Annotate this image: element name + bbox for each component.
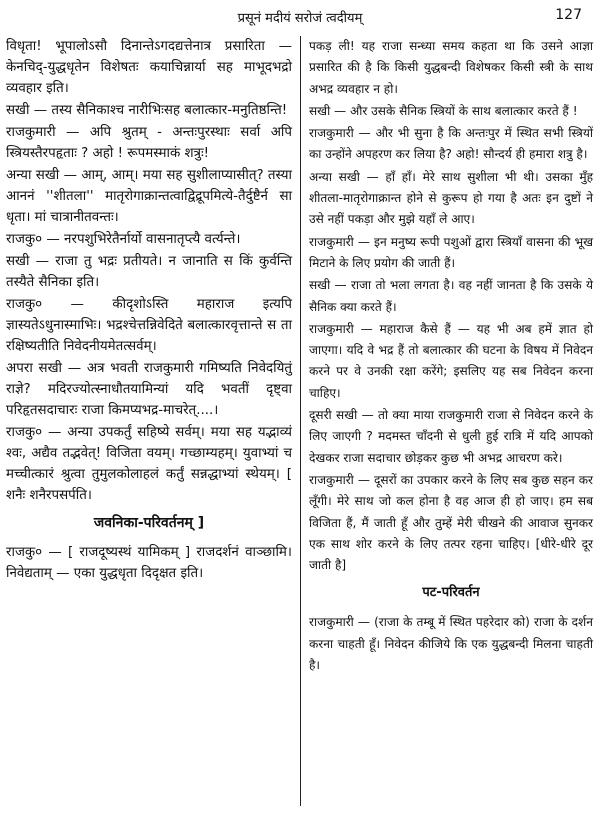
scene-heading: पट-परिवर्तन [422, 585, 480, 601]
hindi-paragraph: सखी — और उसके सैनिक स्त्रियों के साथ बलात्कार करते हैं ! [309, 103, 578, 118]
running-title: प्रसूनं मदीयं सरोजं त्वदीयम् [237, 11, 363, 26]
sanskrit-paragraph: अपरा सखी — अत्र भवती राजकुमारी गमिष्यति निवेदयितुं राज्ञे? मदिरज्योत्स्नाधौतयामिन्यां यदि भवतीं दृष्ट्वा परिहृतसदाचारः राजा किमप्यभद्र-माचरेत्....। [6, 361, 292, 418]
sanskrit-paragraph: सखी — राजा तु भद्रः प्रतीयते। न जानाति स किं कुर्वन्ति तस्यैते सैनिका इति। [6, 254, 292, 290]
sanskrit-paragraph: राजकु० — [ राजदूष्यस्थं यामिकम् ] राजदर्शनं वाञ्छामि। निवेद्यताम् — एका युद्धधृता दिदृक्षत इति। [6, 545, 292, 581]
hindi-paragraph: राजकुमारी — दूसरों का उपकार करने के लिए सब कुछ सहन कर लूँगी। मेरे साथ जो कल होना है वह आज ही हो जाए। हम सब विजिता हैं, मैं जाती हूँ और तुम्हें मेरी चीखने की आवाज सुनकर एक साथ शोर करने के लिए तत्पर रहना चाहिए। [धीरे-धीरे दूर जाती है] [309, 472, 593, 573]
sanskrit-paragraph: सखी — तस्य सैनिकाश्च नारीभिःसह बलात्कार-मनुतिष्ठन्ति! [6, 103, 288, 118]
sanskrit-paragraph: राजकु० — नरपशुभिरेतैर्नार्यो वासनातृप्त्यै वर्त्यन्ते। [6, 232, 241, 247]
hindi-paragraph: सखी — राजा तो भला लगता है। वह नहीं जानता है कि उसके ये सैनिक क्या करते हैं। [309, 278, 593, 314]
hindi-paragraph: पकड़ ली! यह राजा सन्ध्या समय कहता था कि उसने आज्ञा प्रसारित की है कि किसी युद्धबन्दी विशेषकर किसी स्त्री के साथ अभद्र व्यवहार न हो। [309, 39, 593, 96]
hindi-paragraph: राजकुमारी — और भी सुना है कि अन्तःपुर में स्थित सभी स्त्रियों का उन्होंने अपहरण कर लिया है? अहो! सौन्दर्य ही हमारा शत्रु है। [309, 126, 593, 162]
page-header [0, 4, 600, 30]
hindi-paragraph: अन्या सखी — हाँ हाँ। मेरे साथ सुशीला भी थी। उसका मुँह शीतला-मातृरोगाक्रान्त होने से कुरूप हो गया है अतः इन दुष्टों ने उसे नहीं पकड़ा और मुझे यहाँ ले आए। [309, 169, 593, 227]
scene-heading: जवनिका-परिवर्तनम् ] [93, 515, 205, 531]
hindi-paragraph: दूसरी सखी — तो क्या माया राजकुमारी राजा से निवेदन करने के लिए जाएगी ? मदमस्त चाँदनी से धुली हुई रात्रि में यदि आपको देखकर राजा सदाचार छोड़कर कुछ भी अभद्र आचरण करे। [309, 408, 593, 465]
sanskrit-paragraph: राजकु० — कीदृशोऽस्ति महाराज इत्यपि ज्ञास्यतेऽधुनास्माभिः। भद्रश्चेत्तन्निवेदिते बलात्कारवृत्तान्ते स ता रक्षिष्यतीति निवेदनीयमेतत्सर्वम्। [6, 297, 292, 354]
hindi-column [309, 36, 593, 677]
page-number: 127 [555, 7, 582, 23]
sanskrit-paragraph: राजकुमारी — अपि श्रुतम् - अन्तःपुरस्थाः सर्वा अपि स्त्रियस्तैरपहृताः ? अहो ! रूपमस्माकं शत्रुः! [6, 125, 292, 161]
column-divider [300, 36, 301, 806]
hindi-paragraph: राजकुमारी — (राजा के तम्बू में स्थित पहरेदार को) राजा के दर्शन करना चाहती हूँ। निवेदन कीजिये कि एक युद्धबन्दी मिलना चाहती है। [309, 615, 593, 673]
sanskrit-column [6, 36, 292, 585]
sanskrit-paragraph: विधृता! भूपालोऽसौ दिनान्तेऽगदद्यत्तेनात्र प्रसारिता — केनचिद्-युद्धधृतेन विशेषतः कयाचिन्नार्या सह माभूदभद्रो व्यवहार इति। [6, 39, 292, 96]
sanskrit-paragraph: अन्या सखी — आम्, आम्। मया सह सुशीलाप्यासीत्? तस्या आननं ''शीतला'' मातृरोगाक्रान्तत्वाद्विद्रूपमित्ये-तैर्दुष्टैर्न सा धृता। मां चात्रानीतवन्तः। [6, 168, 292, 225]
hindi-paragraph: राजकुमारी — इन मनुष्य रूपी पशुओं द्वारा स्त्रियाँ वासना की भूख मिटाने के लिए प्रयोग की जाती हैं। [309, 234, 593, 270]
sanskrit-paragraph: राजकु० — अन्या उपकर्तुं सहिष्ये सर्वम्। मया सह यद्भाव्यं श्वः, अद्यैव तद्भवेत्! विजिता वयम्। गच्छाम्यहम्। युवाभ्यां च मच्चीत्कारं श्रुत्वा तुमुलकोलाहलं कर्तुं सन्नद्धाभ्यां स्थेयम्। [ शनैः शनैरपसर्पति। [6, 425, 292, 503]
hindi-paragraph: राजकुमारी — महाराज कैसे हैं — यह भी अब हमें ज्ञात हो जाएगा। यदि वे भद्र हैं तो बलात्कार की घटना के विषय में निवेदन करने पर वे उनकी रक्षा करेंगे; इसलिए यह सब निवेदन करना चाहिए। [309, 321, 593, 400]
